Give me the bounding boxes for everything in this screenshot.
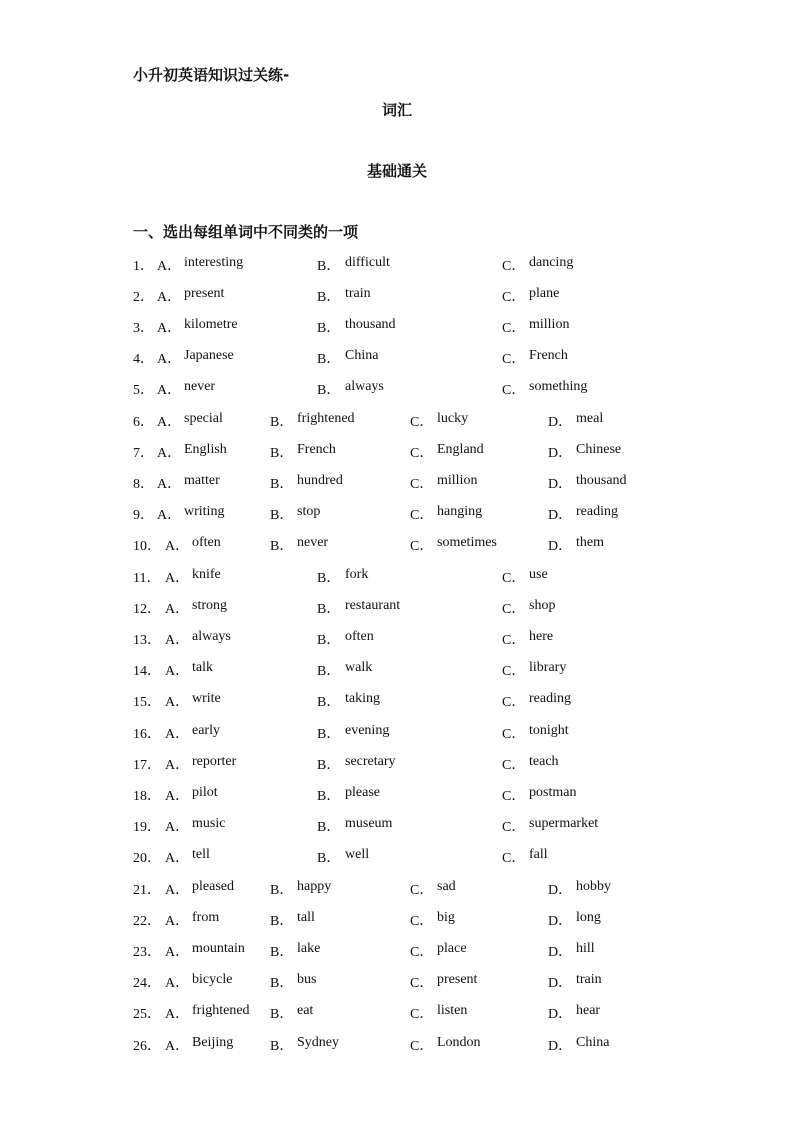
- option-text: thousand: [576, 473, 627, 488]
- option-text: Beijing: [192, 1035, 234, 1050]
- option-text: never: [184, 379, 216, 394]
- option-letter: A．: [157, 259, 182, 274]
- question-row: [0, 473, 794, 495]
- option-text: taking: [345, 691, 380, 706]
- part-title: 一、选出每组单词中不同类的一项: [133, 223, 359, 241]
- question-number: 19．: [133, 820, 161, 835]
- option-letter: A．: [165, 602, 190, 617]
- option-text: eat: [297, 1003, 314, 1018]
- option-letter: C．: [410, 1039, 434, 1054]
- question-number: 21．: [133, 883, 161, 898]
- option-letter: C．: [502, 321, 526, 336]
- option-text: China: [345, 348, 379, 363]
- question-number: 8．: [133, 477, 154, 492]
- question-row: [0, 1003, 794, 1025]
- question-number: 4．: [133, 352, 154, 367]
- option-text: frightened: [297, 411, 355, 426]
- option-text: well: [345, 847, 370, 862]
- option-letter: D．: [548, 446, 573, 461]
- option-letter: C．: [502, 290, 526, 305]
- option-letter: C．: [502, 789, 526, 804]
- option-letter: B．: [270, 976, 294, 991]
- option-letter: C．: [410, 415, 434, 430]
- option-letter: A．: [165, 1039, 190, 1054]
- question-row: [0, 847, 794, 869]
- option-letter: D．: [548, 415, 573, 430]
- option-letter: A．: [157, 352, 182, 367]
- option-text: bicycle: [192, 972, 233, 987]
- option-text: fork: [345, 567, 369, 582]
- option-letter: B．: [270, 415, 294, 430]
- option-letter: D．: [548, 914, 573, 929]
- option-text: always: [345, 379, 384, 394]
- option-letter: B．: [270, 883, 294, 898]
- question-number: 6．: [133, 415, 154, 430]
- option-text: train: [576, 972, 602, 987]
- option-letter: C．: [410, 446, 434, 461]
- option-text: Chinese: [576, 442, 622, 457]
- option-text: always: [192, 629, 231, 644]
- question-row: [0, 723, 794, 745]
- option-letter: B．: [270, 945, 294, 960]
- option-letter: A．: [165, 664, 190, 679]
- question-row: [0, 598, 794, 620]
- option-letter: B．: [317, 571, 341, 586]
- option-text: difficult: [345, 255, 390, 270]
- option-letter: C．: [502, 571, 526, 586]
- option-text: restaurant: [345, 598, 401, 613]
- option-text: meal: [576, 411, 604, 426]
- option-letter: A．: [165, 945, 190, 960]
- option-letter: D．: [548, 883, 573, 898]
- question-number: 16．: [133, 727, 161, 742]
- option-text: hill: [576, 941, 595, 956]
- question-row: [0, 660, 794, 682]
- question-number: 1．: [133, 259, 154, 274]
- option-letter: C．: [502, 758, 526, 773]
- option-text: Japanese: [184, 348, 234, 363]
- option-text: postman: [529, 785, 577, 800]
- option-text: tall: [297, 910, 315, 925]
- option-text: China: [576, 1035, 610, 1050]
- option-letter: B．: [317, 851, 341, 866]
- question-row: [0, 567, 794, 589]
- option-text: reading: [529, 691, 571, 706]
- option-letter: B．: [317, 727, 341, 742]
- question-row: [0, 629, 794, 651]
- option-text: million: [437, 473, 478, 488]
- option-text: lake: [297, 941, 321, 956]
- option-letter: B．: [317, 789, 341, 804]
- option-letter: C．: [502, 664, 526, 679]
- option-text: special: [184, 411, 223, 426]
- option-letter: C．: [502, 727, 526, 742]
- option-letter: A．: [165, 539, 190, 554]
- option-letter: B．: [317, 664, 341, 679]
- option-text: teach: [529, 754, 559, 769]
- option-letter: B．: [317, 352, 341, 367]
- option-text: English: [184, 442, 227, 457]
- question-number: 22．: [133, 914, 161, 929]
- option-letter: C．: [410, 914, 434, 929]
- option-letter: C．: [502, 851, 526, 866]
- option-text: here: [529, 629, 554, 644]
- option-letter: A．: [165, 758, 190, 773]
- option-text: never: [297, 535, 329, 550]
- option-text: long: [576, 910, 601, 925]
- option-letter: B．: [317, 259, 341, 274]
- option-text: happy: [297, 879, 332, 894]
- question-row: [0, 816, 794, 838]
- option-text: hundred: [297, 473, 343, 488]
- option-letter: C．: [502, 259, 526, 274]
- option-letter: C．: [502, 633, 526, 648]
- question-row: [0, 910, 794, 932]
- option-text: listen: [437, 1003, 468, 1018]
- option-letter: D．: [548, 539, 573, 554]
- option-text: supermarket: [529, 816, 599, 831]
- option-letter: C．: [502, 695, 526, 710]
- option-text: them: [576, 535, 604, 550]
- option-text: early: [192, 723, 220, 738]
- document-subtitle: 词汇: [381, 101, 412, 119]
- option-text: often: [345, 629, 374, 644]
- option-letter: C．: [410, 883, 434, 898]
- question-number: 13．: [133, 633, 161, 648]
- question-row: [0, 379, 794, 401]
- option-letter: B．: [270, 477, 294, 492]
- question-row: [0, 504, 794, 526]
- option-letter: C．: [410, 539, 434, 554]
- option-letter: C．: [410, 477, 434, 492]
- option-letter: A．: [157, 415, 182, 430]
- question-row: [0, 442, 794, 464]
- option-text: matter: [184, 473, 220, 488]
- option-text: frightened: [192, 1003, 250, 1018]
- option-letter: B．: [317, 695, 341, 710]
- question-number: 12．: [133, 602, 161, 617]
- option-letter: C．: [410, 945, 434, 960]
- option-letter: D．: [548, 976, 573, 991]
- question-row: [0, 411, 794, 433]
- option-text: place: [437, 941, 467, 956]
- option-text: plane: [529, 286, 560, 301]
- option-text: hear: [576, 1003, 601, 1018]
- option-text: reading: [576, 504, 618, 519]
- option-letter: B．: [317, 633, 341, 648]
- question-number: 2．: [133, 290, 154, 305]
- option-letter: A．: [165, 1007, 190, 1022]
- section-heading: 基础通关: [366, 162, 427, 180]
- question-number: 5．: [133, 383, 154, 398]
- option-letter: B．: [317, 602, 341, 617]
- option-text: often: [192, 535, 221, 550]
- option-letter: A．: [165, 789, 190, 804]
- option-text: dancing: [529, 255, 574, 270]
- option-text: French: [529, 348, 568, 363]
- option-letter: A．: [165, 914, 190, 929]
- option-text: tonight: [529, 723, 569, 738]
- option-letter: A．: [165, 633, 190, 648]
- option-text: hobby: [576, 879, 611, 894]
- question-number: 3．: [133, 321, 154, 336]
- option-letter: C．: [410, 976, 434, 991]
- option-letter: D．: [548, 1007, 573, 1022]
- option-text: bus: [297, 972, 317, 987]
- option-text: museum: [345, 816, 393, 831]
- option-text: please: [345, 785, 380, 800]
- option-text: fall: [529, 847, 548, 862]
- question-row: [0, 879, 794, 901]
- option-letter: C．: [502, 352, 526, 367]
- option-letter: A．: [165, 976, 190, 991]
- option-text: big: [437, 910, 455, 925]
- option-letter: B．: [317, 758, 341, 773]
- question-number: 14．: [133, 664, 161, 679]
- document-title: 小升初英语知识过关练-: [133, 66, 290, 84]
- question-number: 20．: [133, 851, 161, 866]
- option-text: lucky: [437, 411, 469, 426]
- option-letter: D．: [548, 508, 573, 523]
- option-letter: A．: [157, 446, 182, 461]
- option-letter: A．: [157, 508, 182, 523]
- question-row: [0, 348, 794, 370]
- question-row: [0, 317, 794, 339]
- option-letter: D．: [548, 945, 573, 960]
- question-number: 23．: [133, 945, 161, 960]
- option-text: Sydney: [297, 1035, 339, 1050]
- option-text: train: [345, 286, 371, 301]
- option-text: interesting: [184, 255, 244, 270]
- question-number: 26．: [133, 1039, 161, 1054]
- option-text: sometimes: [437, 535, 497, 550]
- option-letter: B．: [270, 539, 294, 554]
- option-letter: A．: [165, 571, 190, 586]
- option-text: pilot: [192, 785, 218, 800]
- option-text: music: [192, 816, 226, 831]
- option-letter: A．: [157, 477, 182, 492]
- option-letter: B．: [270, 1007, 294, 1022]
- option-text: something: [529, 379, 588, 394]
- option-letter: B．: [317, 321, 341, 336]
- option-letter: C．: [502, 602, 526, 617]
- option-text: pleased: [192, 879, 234, 894]
- option-text: England: [437, 442, 484, 457]
- option-text: strong: [192, 598, 227, 613]
- option-text: million: [529, 317, 570, 332]
- question-number: 25．: [133, 1007, 161, 1022]
- option-text: secretary: [345, 754, 396, 769]
- option-text: stop: [297, 504, 321, 519]
- option-letter: B．: [317, 290, 341, 305]
- question-row: [0, 785, 794, 807]
- question-row: [0, 754, 794, 776]
- option-letter: A．: [165, 695, 190, 710]
- option-letter: B．: [270, 914, 294, 929]
- option-text: talk: [192, 660, 213, 675]
- option-text: present: [184, 286, 225, 301]
- option-letter: A．: [165, 820, 190, 835]
- question-row: [0, 691, 794, 713]
- option-letter: A．: [157, 383, 182, 398]
- option-letter: B．: [317, 383, 341, 398]
- option-letter: B．: [270, 1039, 294, 1054]
- question-row: [0, 535, 794, 557]
- option-letter: C．: [502, 820, 526, 835]
- question-number: 10．: [133, 539, 161, 554]
- option-text: use: [529, 567, 548, 582]
- option-text: sad: [437, 879, 456, 894]
- option-letter: A．: [157, 321, 182, 336]
- question-number: 9．: [133, 508, 154, 523]
- option-letter: A．: [165, 851, 190, 866]
- option-text: walk: [345, 660, 373, 675]
- option-letter: C．: [502, 383, 526, 398]
- option-letter: A．: [165, 727, 190, 742]
- option-letter: C．: [410, 508, 434, 523]
- question-number: 7．: [133, 446, 154, 461]
- option-letter: A．: [165, 883, 190, 898]
- option-text: write: [192, 691, 221, 706]
- question-number: 17．: [133, 758, 161, 773]
- option-text: present: [437, 972, 478, 987]
- option-letter: D．: [548, 477, 573, 492]
- option-letter: C．: [410, 1007, 434, 1022]
- option-text: London: [437, 1035, 481, 1050]
- question-number: 24．: [133, 976, 161, 991]
- option-text: reporter: [192, 754, 237, 769]
- question-number: 11．: [133, 571, 161, 586]
- option-text: French: [297, 442, 336, 457]
- question-row: [0, 972, 794, 994]
- option-text: knife: [192, 567, 221, 582]
- question-row: [0, 1035, 794, 1057]
- option-letter: B．: [270, 446, 294, 461]
- option-text: kilometre: [184, 317, 238, 332]
- option-letter: B．: [270, 508, 294, 523]
- option-text: library: [529, 660, 567, 675]
- option-letter: A．: [157, 290, 182, 305]
- option-text: evening: [345, 723, 390, 738]
- option-text: thousand: [345, 317, 396, 332]
- option-letter: B．: [317, 820, 341, 835]
- option-text: from: [192, 910, 220, 925]
- option-text: mountain: [192, 941, 245, 956]
- question-number: 15．: [133, 695, 161, 710]
- question-row: [0, 941, 794, 963]
- question-row: [0, 255, 794, 277]
- option-text: shop: [529, 598, 556, 613]
- question-number: 18．: [133, 789, 161, 804]
- option-text: hanging: [437, 504, 483, 519]
- option-text: tell: [192, 847, 210, 862]
- question-row: [0, 286, 794, 308]
- option-text: writing: [184, 504, 225, 519]
- option-letter: D．: [548, 1039, 573, 1054]
